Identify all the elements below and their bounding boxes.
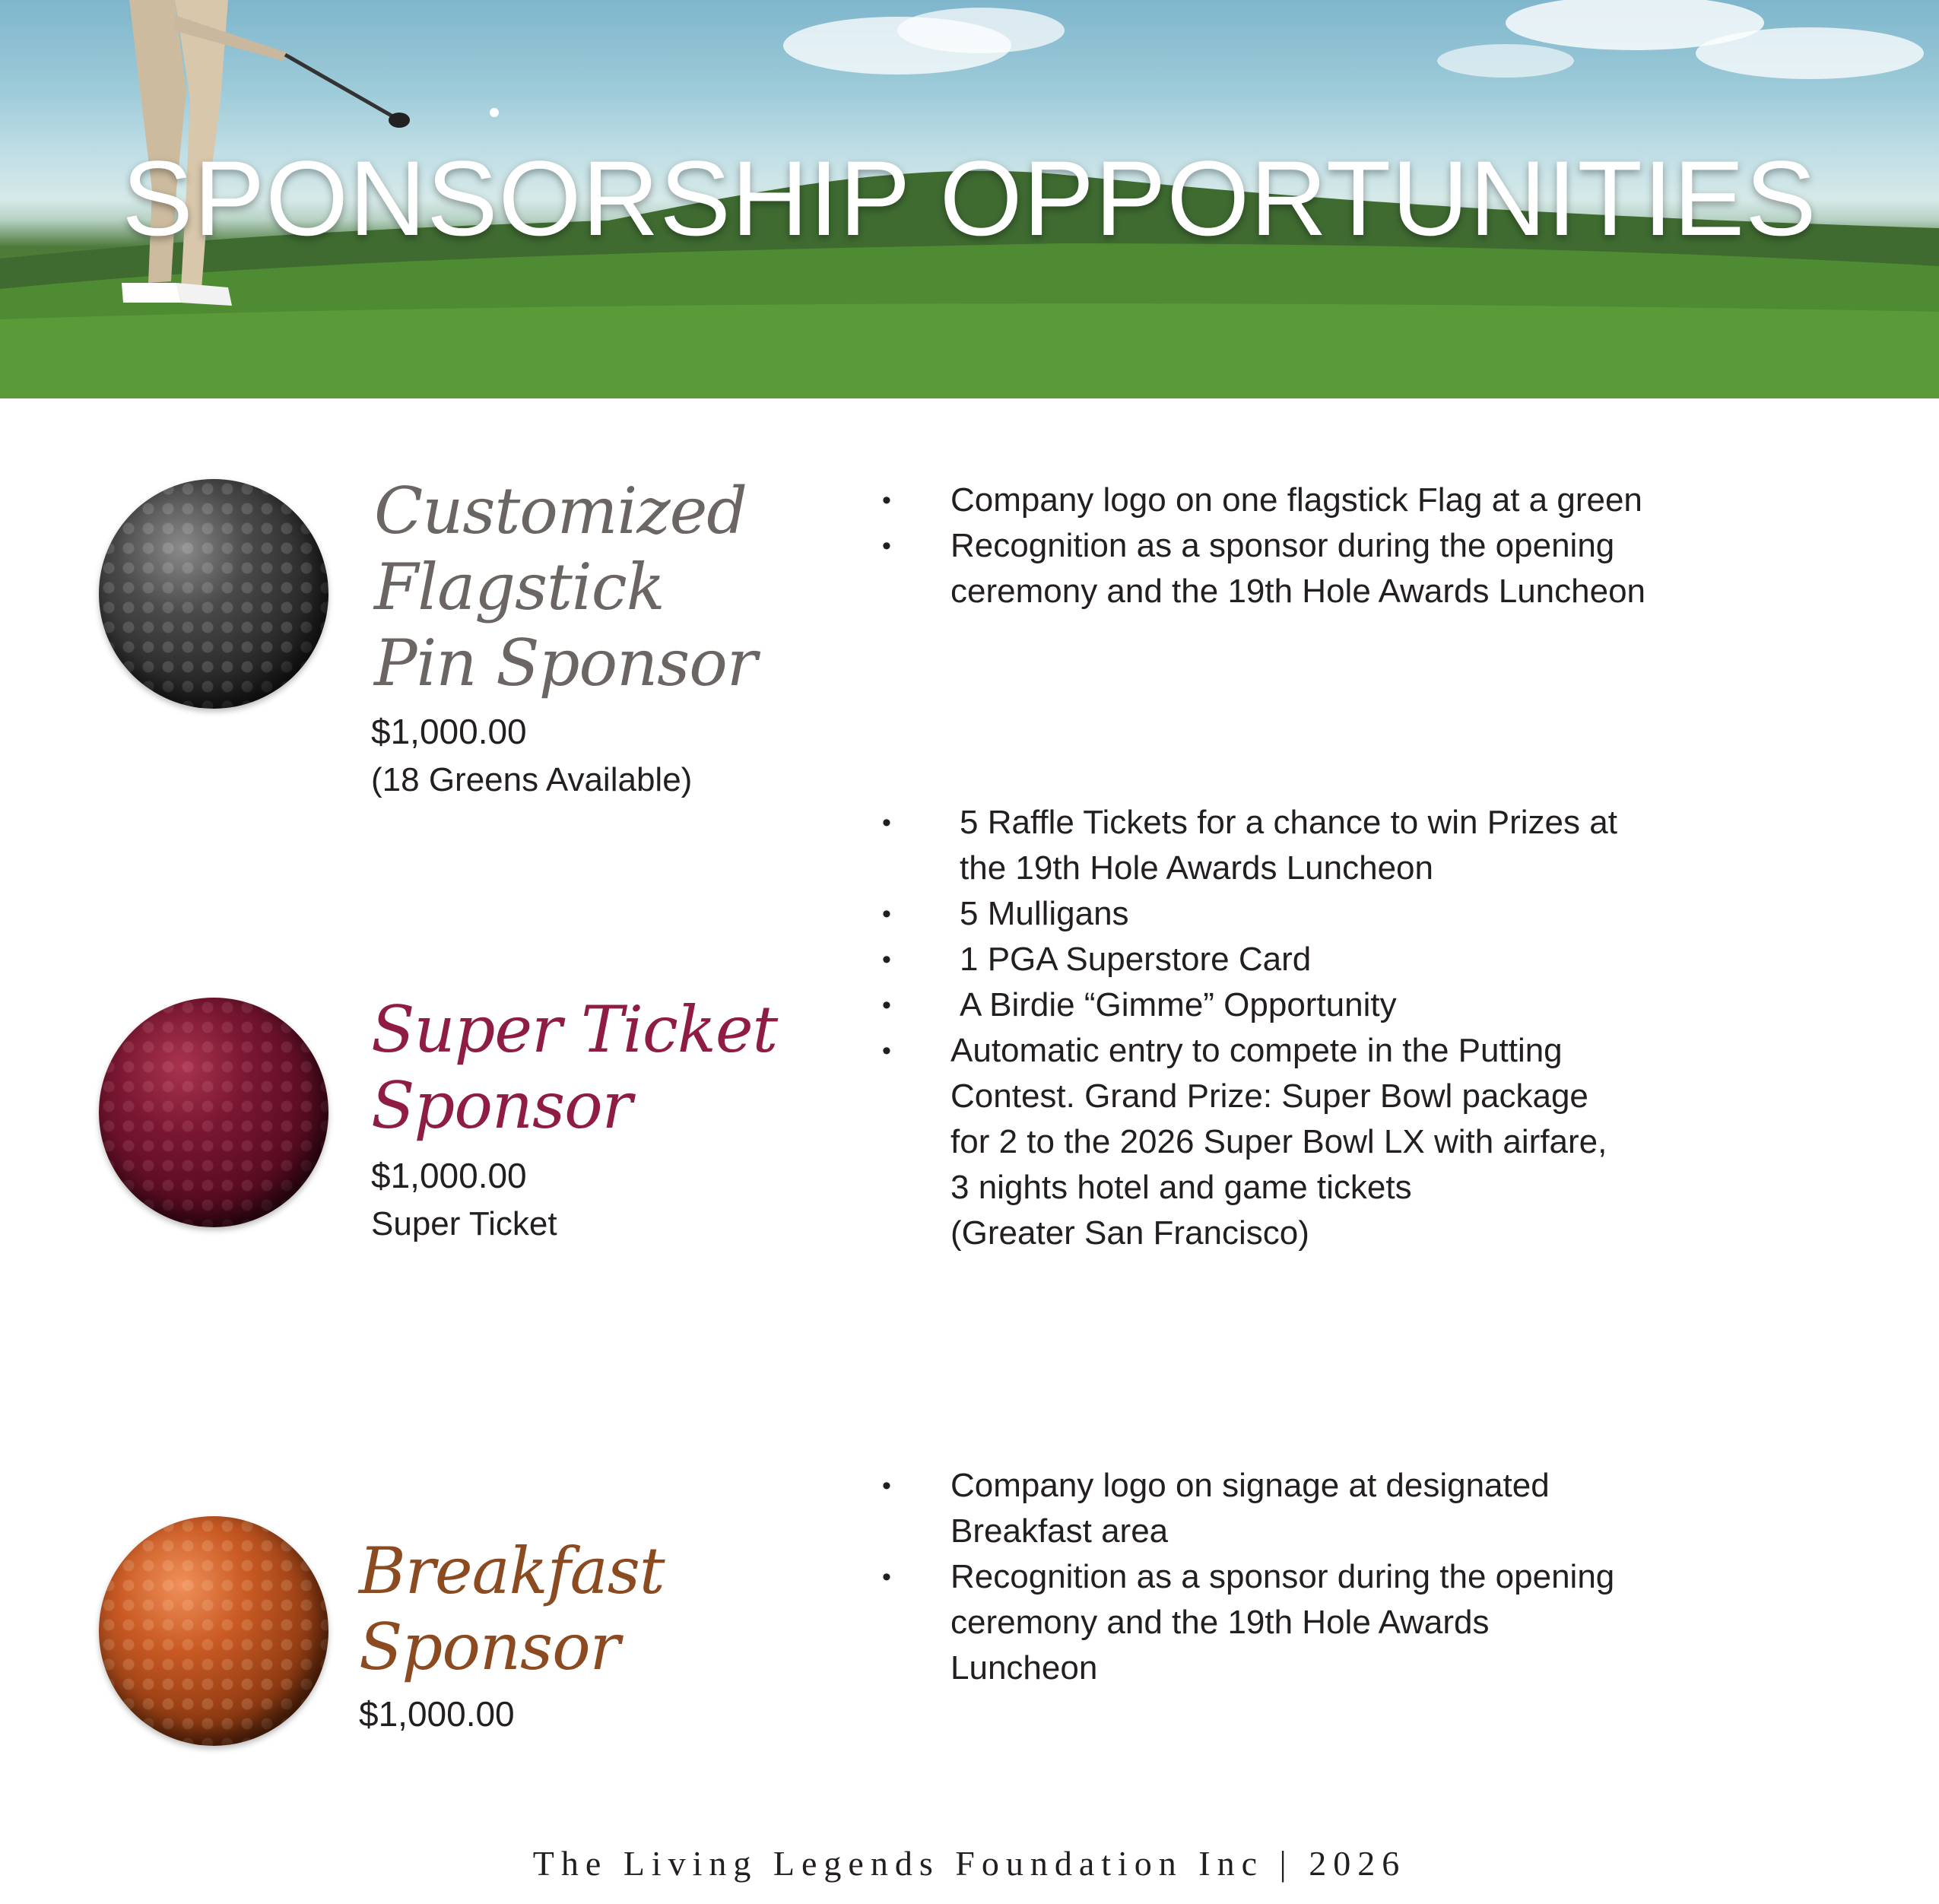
benefit-item (882, 1028, 1795, 1256)
benefit-item (882, 891, 1795, 937)
page-title: SPONSORSHIP OPPORTUNITIES (122, 138, 1817, 258)
tier-title-line: Super Ticket (371, 992, 778, 1067)
black-golf-ball-icon (99, 479, 328, 709)
tier-price: $1,000.00 (359, 1694, 515, 1734)
benefit-item (882, 1463, 1795, 1554)
benefit-line: ceremony and the 19th Hole Awards (950, 1604, 1490, 1641)
benefit-item (882, 1554, 1795, 1691)
tier-title-line: Sponsor (371, 1068, 632, 1143)
benefit-line: Contest. Grand Prize: Super Bowl package (950, 1077, 1588, 1115)
tier-note: (18 Greens Available) (371, 761, 693, 798)
benefit-line: the 19th Hole Awards Luncheon (960, 849, 1433, 887)
maroon-golf-ball-icon (99, 998, 328, 1227)
benefit-item (882, 800, 1795, 891)
tier-note: Super Ticket (371, 1205, 557, 1242)
benefit-list (882, 800, 1795, 1256)
benefit-line: Breakfast area (950, 1512, 1169, 1550)
tier-title-line: Breakfast (359, 1534, 665, 1608)
benefit-line: • 5 Raffle Tickets for a chance to win Prizes at (960, 804, 1617, 841)
hero-banner (0, 0, 1939, 398)
footer-text: The Living Legends Foundation Inc | 2026 (532, 1844, 1407, 1883)
benefit-line: • Recognition as a sponsor during the opening (950, 1558, 1615, 1595)
benefit-line: • Company logo on one flagstick Flag at a green (950, 481, 1642, 519)
benefit-line: • 1 PGA Superstore Card (960, 941, 1312, 978)
benefit-list (882, 478, 1795, 614)
tier-price: $1,000.00 (371, 712, 527, 751)
tier-title-super-ticket (371, 992, 777, 1144)
tier-title-line: Pin Sponsor (374, 626, 757, 700)
benefit-item (882, 937, 1795, 982)
benefit-line: ceremony and the 19th Hole Awards Luncheon (950, 573, 1646, 610)
tier-price-block (371, 707, 692, 804)
benefit-item (882, 478, 1795, 523)
tier-title-breakfast (359, 1533, 665, 1685)
tier-price-block (371, 1151, 557, 1249)
benefit-line: for 2 to the 2026 Super Bowl LX with airfare, (950, 1123, 1607, 1160)
benefit-item (882, 982, 1795, 1028)
benefit-item (882, 523, 1795, 614)
benefit-line: • Company logo on signage at designated (950, 1467, 1550, 1504)
tier-price-block (359, 1690, 515, 1738)
benefit-list (882, 1463, 1795, 1691)
benefit-line: (Greater San Francisco) (950, 1214, 1309, 1252)
benefit-line: • A Birdie “Gimme” Opportunity (960, 986, 1397, 1023)
benefit-line: Luncheon (950, 1649, 1098, 1687)
tier-title-line: Customized (374, 474, 747, 548)
benefit-line: • 5 Mulligans (960, 895, 1129, 932)
tier-price: $1,000.00 (371, 1156, 527, 1195)
tier-title-line: Sponsor (359, 1610, 620, 1684)
benefit-line: • Automatic entry to compete in the Putting (950, 1032, 1563, 1069)
copper-golf-ball-icon (99, 1516, 328, 1746)
tier-title-flagstick (374, 473, 757, 701)
tier-title-line: Flagstick (374, 550, 665, 624)
benefit-line: 3 nights hotel and game tickets (950, 1169, 1412, 1206)
benefit-line: • Recognition as a sponsor during the opening (950, 527, 1615, 564)
